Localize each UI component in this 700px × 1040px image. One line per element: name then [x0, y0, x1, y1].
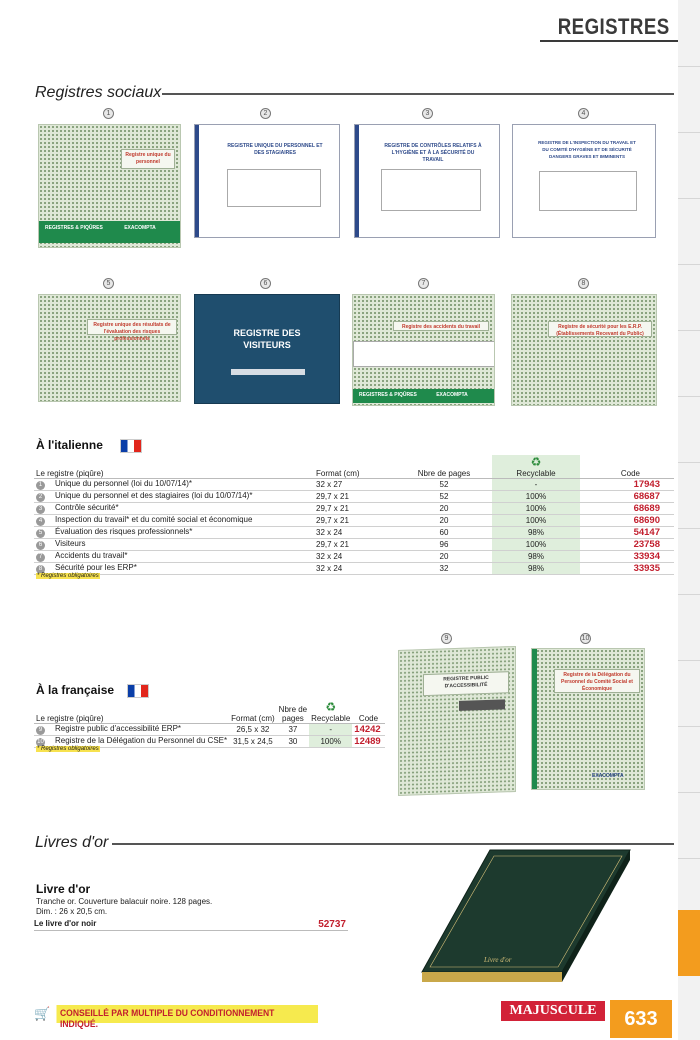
row-code: 68690 — [580, 515, 674, 527]
row-pages: 52 — [396, 479, 492, 491]
row-recyclable: - — [492, 479, 580, 491]
form-box — [539, 171, 637, 211]
thumb-number: 8 — [578, 278, 589, 289]
french-flag-icon — [127, 684, 149, 698]
row-pages: 20 — [396, 551, 492, 563]
subsection-title: À l'italienne — [36, 438, 103, 452]
row-label: Contrôle sécurité* — [55, 503, 119, 512]
row-name — [34, 515, 314, 527]
side-tab-active — [678, 910, 700, 976]
cart-icon: 🛒 — [34, 1006, 51, 1021]
row-pages: 20 — [396, 503, 492, 515]
brand-logo: EXACOMPTA — [592, 773, 624, 779]
conditionnement-banner — [34, 1005, 318, 1030]
band-text: REGISTRES & PIQÛRES — [45, 225, 103, 231]
row-pages: 20 — [396, 515, 492, 527]
table-row — [34, 503, 674, 515]
col-header-recyclable — [309, 700, 352, 724]
row-code: 33935 — [580, 563, 674, 575]
col-header-name: Le registre (piqûre) — [34, 455, 314, 479]
register-cover-label: Registre des accidents du travail — [393, 321, 489, 331]
banner-text: CONSEILLÉ PAR MULTIPLE DU CONDITIONNEMENT INDIQUÉ. — [60, 1008, 275, 1030]
register-cover-label: REGISTRE UNIQUE DU PERSONNEL ET DES STAGIAIRES — [227, 143, 323, 156]
register-cover-label: Registre de sécurité pour les E.R.P. (Établissements Recevant du Public) — [548, 321, 652, 337]
row-index: 5 — [36, 529, 45, 538]
thumb-number: 4 — [578, 108, 589, 119]
row-name — [34, 724, 229, 736]
row-recyclable: 98% — [492, 563, 580, 575]
row-recyclable: 100% — [492, 515, 580, 527]
band-text: REGISTRES & PIQÛRES — [359, 392, 417, 398]
table-row — [34, 539, 674, 551]
row-recyclable: - — [309, 724, 352, 736]
register-thumbnail-4 — [512, 124, 656, 238]
register-band — [353, 389, 495, 403]
thumb-number: 3 — [422, 108, 433, 119]
form-box — [381, 169, 481, 211]
subsection-italienne — [36, 438, 142, 453]
recycle-icon: ♻ — [530, 455, 542, 469]
thumb-number: 5 — [103, 278, 114, 289]
section-title-registres-sociaux: Registres sociaux — [35, 84, 162, 101]
product-code: 52737 — [318, 919, 346, 930]
col-header-format: Format (cm) — [314, 455, 396, 479]
col-header-recyclable — [492, 455, 580, 479]
row-code: 68689 — [580, 503, 674, 515]
row-code: 54147 — [580, 527, 674, 539]
row-format: 29,7 x 21 — [314, 539, 396, 551]
brand-logo: EXACOMPTA — [436, 392, 468, 398]
footnote: * Registres obligatoires — [37, 746, 99, 752]
row-label: Accidents du travail* — [55, 551, 128, 560]
row-pages: 32 — [396, 563, 492, 575]
register-thumbnail-7 — [352, 294, 495, 406]
table-row — [34, 479, 674, 491]
register-thumbnail-5 — [38, 294, 181, 402]
row-index: 1 — [36, 481, 45, 490]
row-index: 9 — [36, 726, 45, 735]
row-label: Unique du personnel (loi du 10/07/14)* — [55, 479, 192, 488]
register-thumbnail-2 — [194, 124, 340, 238]
row-name — [34, 491, 314, 503]
header-rule — [540, 40, 678, 42]
register-cover-label: REGISTRE PUBLIC D'ACCESSIBILITÉ — [423, 671, 509, 696]
row-label: Évaluation des risques professionnels* — [55, 527, 193, 536]
row-format: 32 x 24 — [314, 551, 396, 563]
row-recyclable: 98% — [492, 551, 580, 563]
row-label: Unique du personnel et des stagiaires (loi du 10/07/14)* — [55, 491, 253, 500]
french-flag-icon — [120, 439, 142, 453]
product-row-label: Le livre d'or noir — [34, 919, 97, 928]
description-line: Dim. : 26 x 20,5 cm. — [36, 907, 108, 916]
brand-logo-majuscule: MAJUSCULE — [501, 1001, 605, 1021]
table-row — [34, 515, 674, 527]
row-index: 4 — [36, 517, 45, 526]
table-row — [34, 724, 385, 736]
row-index: 10 — [37, 739, 44, 745]
row-index: 6 — [36, 541, 45, 550]
section-rule — [112, 843, 674, 845]
page-number: 633 — [610, 1000, 672, 1038]
row-format: 32 x 27 — [314, 479, 396, 491]
row-index: 2 — [36, 493, 45, 502]
row-recyclable: 100% — [309, 736, 352, 748]
subsection-francaise — [36, 683, 149, 698]
livre-or-book-image — [420, 848, 632, 988]
col-header-pages: Nbre de pages — [396, 455, 492, 479]
page-header-title: REGISTRES — [558, 14, 670, 39]
row-code: 23758 — [580, 539, 674, 551]
register-cover-label: REGISTRE DE CONTRÔLES RELATIFS À L'HYGIÈNE ET À LA SÉCURITÉ DU TRAVAIL — [384, 143, 482, 163]
register-thumbnail-6 — [194, 294, 340, 404]
thumb-number: 7 — [418, 278, 429, 289]
section-title-livres-or: Livres d'or — [35, 834, 109, 851]
francaise-table — [34, 700, 385, 748]
form-box — [227, 169, 321, 207]
register-thumbnail-10 — [531, 648, 645, 790]
pages-label-bottom: pages — [282, 714, 304, 723]
pictogram-strip — [459, 699, 505, 711]
table-row — [34, 563, 674, 575]
row-format: 29,7 x 21 — [314, 515, 396, 527]
thumb-number: 6 — [260, 278, 271, 289]
thumb-number: 2 — [260, 108, 271, 119]
register-band — [39, 221, 181, 243]
register-thumbnail-1 — [38, 124, 181, 248]
col-header-format: Format (cm) — [229, 700, 277, 724]
row-code: 68687 — [580, 491, 674, 503]
register-cover-label: Registre unique des résultats de l'évaluation des risques professionnels — [87, 319, 177, 335]
row-name — [34, 503, 314, 515]
row-label: Registre de la Délégation du Personnel du CSE* — [55, 736, 228, 745]
table-row — [34, 551, 674, 563]
row-recyclable: 98% — [492, 527, 580, 539]
row-label: Sécurité pour les ERP* — [55, 563, 137, 572]
row-pages: 96 — [396, 539, 492, 551]
register-thumbnail-8 — [511, 294, 657, 406]
product-description — [36, 897, 212, 917]
row-name — [34, 539, 314, 551]
book-cover-text: Livre d'or — [484, 956, 512, 964]
row-pages: 52 — [396, 491, 492, 503]
register-cover-label: REGISTRE DE L'INSPECTION DU TRAVAIL ET DU COMITÉ D'HYGIÈNE ET DE SÉCURITÉ DANGERS GRAVES ET IMMINENTS — [538, 140, 636, 159]
brand-logo: EXACOMPTA — [124, 225, 156, 231]
row-recyclable: 100% — [492, 491, 580, 503]
italienne-table — [34, 455, 674, 575]
row-recyclable: 100% — [492, 503, 580, 515]
row-pages: 30 — [277, 736, 309, 748]
col-header-code: Code — [580, 455, 674, 479]
row-format: 32 x 24 — [314, 563, 396, 575]
recyclable-label: Recyclable — [516, 469, 556, 478]
register-thumbnail-9 — [398, 646, 516, 796]
register-thumbnail-3 — [354, 124, 500, 238]
row-code: 14242 — [352, 724, 384, 736]
product-title: Livre d'or — [36, 882, 91, 896]
row-code: 17943 — [580, 479, 674, 491]
row-index: 7 — [36, 553, 45, 562]
register-cover-label: Registre de la Délégation du Personnel du Comité Social et Économique — [554, 669, 640, 693]
form-box — [353, 341, 495, 367]
section-rule — [162, 93, 674, 95]
subsection-title: À la française — [36, 683, 115, 697]
row-format: 29,7 x 21 — [314, 491, 396, 503]
row-label: Registre public d'accessibilité ERP* — [55, 724, 182, 733]
row-format: 26,5 x 32 — [229, 724, 277, 736]
table-row — [34, 491, 674, 503]
row-pages: 60 — [396, 527, 492, 539]
thumb-number: 10 — [581, 635, 590, 642]
row-code: 33934 — [580, 551, 674, 563]
register-cover-label: REGISTRE DES VISITEURS — [233, 328, 301, 350]
row-index: 8 — [36, 565, 45, 574]
row-code: 12489 — [352, 736, 384, 748]
footnote: * Registres obligatoires — [37, 573, 99, 579]
thumb-number: 9 — [441, 633, 452, 644]
row-format: 31,5 x 24,5 — [229, 736, 277, 748]
row-name — [34, 527, 314, 539]
row-label: Inspection du travail* et du comité social et économique — [55, 515, 253, 524]
pages-label-top: Nbre de — [278, 705, 308, 714]
col-header-code: Code — [352, 700, 384, 724]
row-pages: 37 — [277, 724, 309, 736]
row-recyclable: 100% — [492, 539, 580, 551]
recycle-icon: ♻ — [325, 700, 337, 714]
product-row — [34, 919, 348, 931]
cover-strip — [231, 369, 305, 375]
register-cover-label: Registre unique du personnel — [121, 149, 175, 169]
description-line: Tranche or. Couverture balacuir noire. 128 pages. — [36, 897, 213, 906]
row-label: Visiteurs — [55, 539, 86, 548]
thumb-number: 1 — [103, 108, 114, 119]
col-header-name: Le registre (piqûre) — [34, 700, 229, 724]
row-name — [34, 479, 314, 491]
side-tabs — [678, 0, 700, 1040]
row-index: 3 — [36, 505, 45, 514]
row-name — [34, 551, 314, 563]
table-row — [34, 527, 674, 539]
row-format: 32 x 24 — [314, 527, 396, 539]
row-format: 29,7 x 21 — [314, 503, 396, 515]
col-header-pages — [277, 700, 309, 724]
recyclable-label: Recyclable — [311, 714, 351, 723]
